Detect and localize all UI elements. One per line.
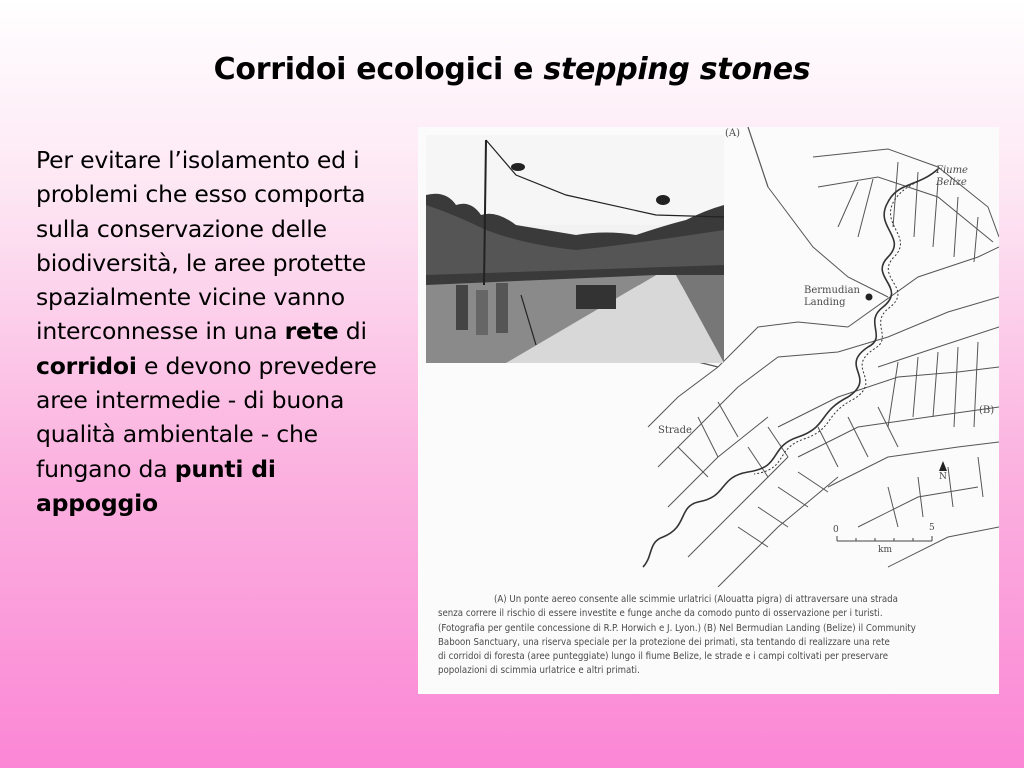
town-label-1: Bermudian — [804, 285, 860, 296]
scale-zero-label: 0 — [833, 525, 839, 535]
river-label-2: Belize — [936, 177, 967, 188]
label-b: (B) — [979, 405, 995, 416]
caption-line: di corridoi di foresta (aree punteggiate) lungo il fiume Belize, le strade e i campi coltivati per preservare — [438, 651, 889, 663]
caption-line: popolazioni di scimmia urlatrice e altri primati. — [438, 665, 640, 677]
caption-line: Baboon Sanctuary, una riserva speciale per la protezione dei primati, sta tentando di realizzare una rete — [438, 636, 890, 648]
caption-line: senza correre il rischio di essere investite e funge anche da comodo punto di osservazione per i turisti. — [438, 608, 883, 620]
town-label-2: Landing — [804, 297, 846, 308]
scale-five-label: 5 — [929, 523, 935, 533]
body-text-2: di — [338, 317, 367, 346]
roads-label: Strade — [658, 425, 692, 436]
body-text-1: Per evitare l’isolamento ed i problemi che esso comporta sulla conservazione delle biodiversità, le aree protette spazialmente vicine vanno interconnesse in una — [36, 146, 367, 346]
photo-monkey-bridge — [426, 135, 724, 363]
figure-caption — [438, 593, 988, 679]
town-marker — [866, 294, 873, 301]
north-label: N — [939, 472, 947, 482]
title-italic: stepping stones — [543, 52, 811, 87]
body-paragraph — [36, 143, 381, 520]
north-arrow-icon — [939, 461, 947, 471]
body-bold-punti: punti di appoggio — [36, 454, 276, 517]
body-text-3: e devono prevedere aree intermedie - di buona qualità ambientale - che fungano da — [36, 351, 377, 483]
photo-illustration — [426, 135, 724, 363]
figure-panel — [418, 127, 999, 694]
river-label-1: Fiume — [936, 165, 968, 176]
label-a: (A) — [725, 128, 741, 139]
title-main: Corridoi ecologici e — [213, 52, 544, 87]
scale-bar — [837, 536, 932, 541]
body-bold-rete: rete — [284, 317, 339, 346]
caption-line: (A) Un ponte aereo consente alle scimmie urlatrici (Alouatta pigra) di attraversare una strada — [494, 594, 898, 605]
body-bold-corridoi: corridoi — [36, 351, 137, 380]
caption-line: (Fotografia per gentile concessione di R.P. Horwich e J. Lyon.) (B) Nel Bermudian Landing (Belize) il Community — [438, 622, 916, 634]
scale-unit-label: km — [878, 545, 892, 555]
slide-title — [0, 52, 1024, 87]
